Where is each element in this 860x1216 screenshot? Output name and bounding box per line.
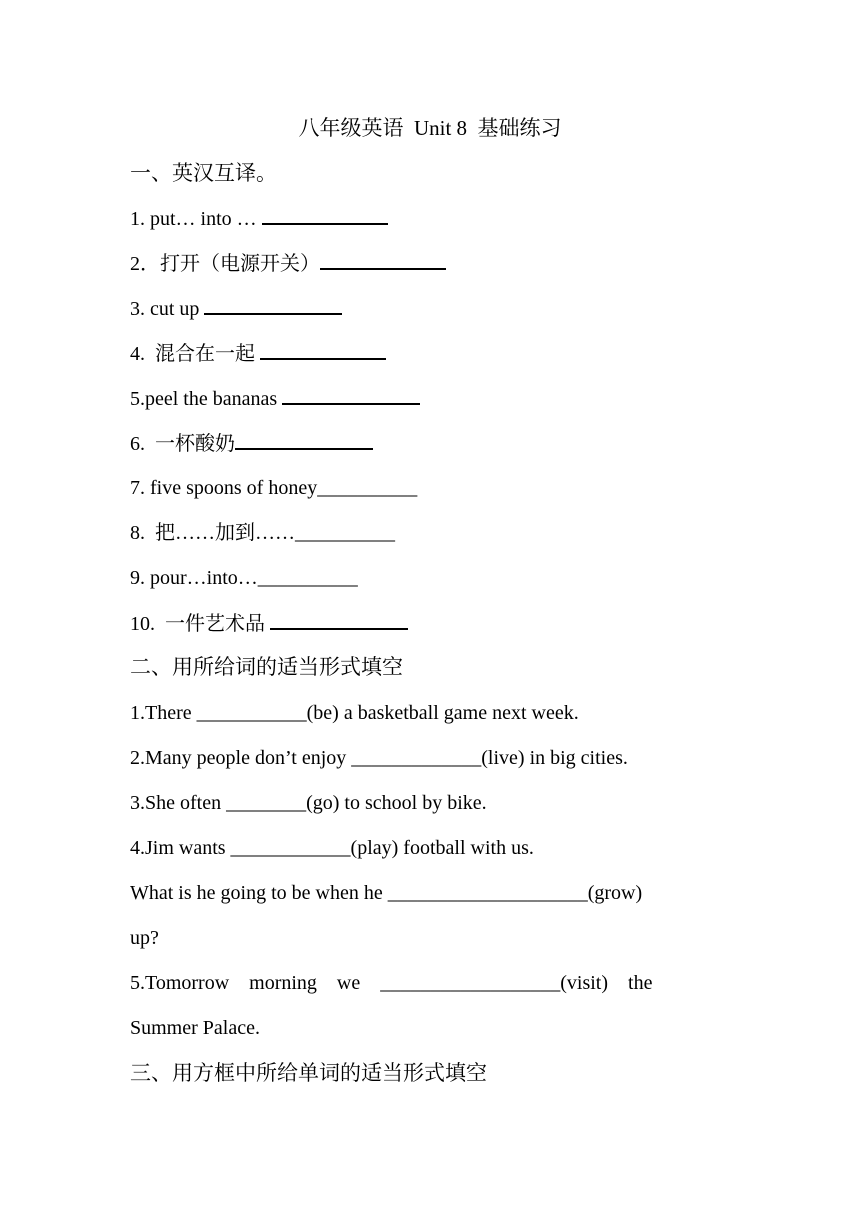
s2-item-3: 3.She often ________(go) to school by bike.: [130, 792, 487, 814]
s2-item-6-line-1: 5.Tomorrow morning we __________________(visit) the: [130, 972, 653, 994]
section-3-heading: 三、用方框中所给单词的适当形式填空: [130, 1061, 487, 1085]
page-title: 八年级英语 Unit 8 基础练习: [298, 116, 562, 140]
s1-item-4-text: 4. 混合在一起: [130, 343, 260, 365]
s2-item-5-line-2: up?: [130, 927, 159, 949]
s2-item-6-line-2: Summer Palace.: [130, 1017, 260, 1039]
s1-item-1: [130, 203, 730, 234]
s1-item-1-text: 1. put… into …: [130, 208, 262, 230]
s1-item-7: 7. five spoons of honey__________: [130, 477, 418, 499]
s1-item-3-text: 3. cut up: [130, 298, 205, 320]
section-2-heading: 二、用所给词的适当形式填空: [130, 655, 403, 679]
answer-blank-2[interactable]: [320, 248, 446, 270]
answer-blank-6[interactable]: [235, 428, 373, 450]
s1-item-6: [130, 428, 730, 459]
answer-blank-4[interactable]: [260, 338, 386, 360]
s1-item-2: [130, 248, 730, 279]
answer-blank-3[interactable]: [204, 293, 342, 315]
s2-item-2: 2.Many people don’t enjoy _____________(live) in big cities.: [130, 747, 628, 769]
s1-item-9: 9. pour…into…__________: [130, 567, 358, 589]
s1-item-5-text: 5.peel the bananas: [130, 388, 283, 410]
s2-item-1: 1.There ___________(be) a basketball game next week.: [130, 702, 579, 724]
s1-item-3: [130, 293, 730, 324]
s1-item-2-text: 2．打开（电源开关）: [130, 253, 320, 275]
s2-item-5-line-1: What is he going to be when he ____________________(grow): [130, 882, 643, 904]
s2-item-4: 4.Jim wants ____________(play) football with us.: [130, 837, 534, 859]
answer-blank-5[interactable]: [282, 383, 420, 405]
answer-blank-10[interactable]: [270, 608, 408, 630]
answer-blank-1[interactable]: [262, 203, 388, 225]
s1-item-10: [130, 608, 730, 639]
s1-item-4: [130, 338, 730, 369]
s1-item-8: 8. 把……加到……__________: [130, 522, 395, 544]
section-1-heading: 一、英汉互译。: [130, 161, 277, 185]
s1-item-10-text: 10. 一件艺术品: [130, 613, 270, 635]
s1-item-5: [130, 383, 730, 414]
s1-item-6-text: 6. 一杯酸奶: [130, 433, 235, 455]
